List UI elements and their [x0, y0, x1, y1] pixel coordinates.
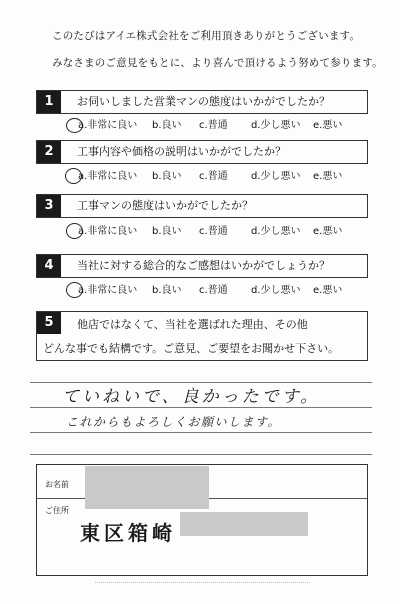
question-text: 当社に対する総合的なご感想はいかがでしょうか？ — [77, 259, 330, 272]
option-b: b.良い — [152, 171, 182, 182]
options-row-3 — [0, 225, 400, 239]
redacted-name — [85, 466, 209, 498]
option-d: d.少し悪い — [251, 285, 301, 296]
question-5 — [36, 311, 368, 361]
question-text: 工事マンの態度はいかがでしたか？ — [77, 199, 253, 212]
option-c: c.普通 — [199, 285, 228, 296]
option-e: e.悪い — [313, 120, 343, 131]
option-b: b.良い — [152, 226, 182, 237]
option-a: a.非常に良い — [78, 120, 138, 131]
address-label: ご住所 — [45, 506, 69, 515]
option-c: c.普通 — [199, 226, 228, 237]
question-text: お伺いしました営業マンの態度はいかがでしたか？ — [77, 95, 330, 108]
option-a: a.非常に良い — [78, 171, 138, 182]
handwritten-comment-line-2: これからもよろしくお願いします。 — [66, 415, 282, 429]
option-d: d.少し悪い — [251, 226, 301, 237]
selected-answer-circle — [66, 223, 83, 239]
question-text: 工事内容や価格の説明はいかがでしたか？ — [77, 145, 286, 158]
options-row-4 — [0, 284, 400, 298]
name-label: お名前 — [45, 480, 69, 489]
option-e: e.悪い — [313, 226, 343, 237]
intro-line-2: みなさまのご意見をもとに、より喜んで頂けるよう努めて参ります。 — [52, 57, 383, 69]
redacted-name — [85, 498, 209, 509]
question-1 — [36, 90, 368, 114]
option-b: b.良い — [152, 120, 182, 131]
redacted-address — [180, 512, 308, 536]
question-number: 4 — [37, 255, 61, 277]
selected-answer-circle — [66, 118, 83, 133]
question-4 — [36, 254, 368, 278]
option-e: e.悪い — [313, 285, 343, 296]
question-2 — [36, 140, 368, 164]
question-number: 2 — [37, 141, 61, 163]
comment-rule — [30, 432, 372, 433]
comment-rule — [30, 407, 372, 408]
handwritten-comment-line-1: ていねいで、良かったです。 — [62, 387, 321, 407]
scan-artifact — [95, 582, 310, 583]
selected-answer-circle — [66, 282, 83, 298]
option-c: c.普通 — [199, 120, 228, 131]
question-number: 5 — [37, 312, 61, 334]
question-text: 他店ではなくて、当社を選ばれた理由、その他 — [77, 318, 308, 331]
option-a: a.非常に良い — [78, 285, 138, 296]
options-row-1 — [0, 119, 400, 133]
intro-line-1: このたびはアイエ株式会社をご利用頂きありがとうございます。 — [52, 30, 361, 42]
option-e: e.悪い — [313, 171, 343, 182]
question-text-continued: どんな事でも結構です。ご意見、ご要望をお聞かせ下さい。 — [43, 342, 340, 355]
question-3 — [36, 194, 368, 218]
option-a: a.非常に良い — [78, 226, 138, 237]
option-c: c.普通 — [199, 171, 228, 182]
option-d: d.少し悪い — [251, 120, 301, 131]
option-b: b.良い — [152, 285, 182, 296]
handwritten-address: 東区箱崎 — [80, 521, 176, 545]
selected-answer-circle — [65, 168, 82, 184]
options-row-2 — [0, 170, 400, 184]
comment-rule — [30, 454, 372, 455]
question-number: 3 — [37, 195, 61, 217]
question-number: 1 — [37, 91, 61, 113]
option-d: d.少し悪い — [251, 171, 301, 182]
